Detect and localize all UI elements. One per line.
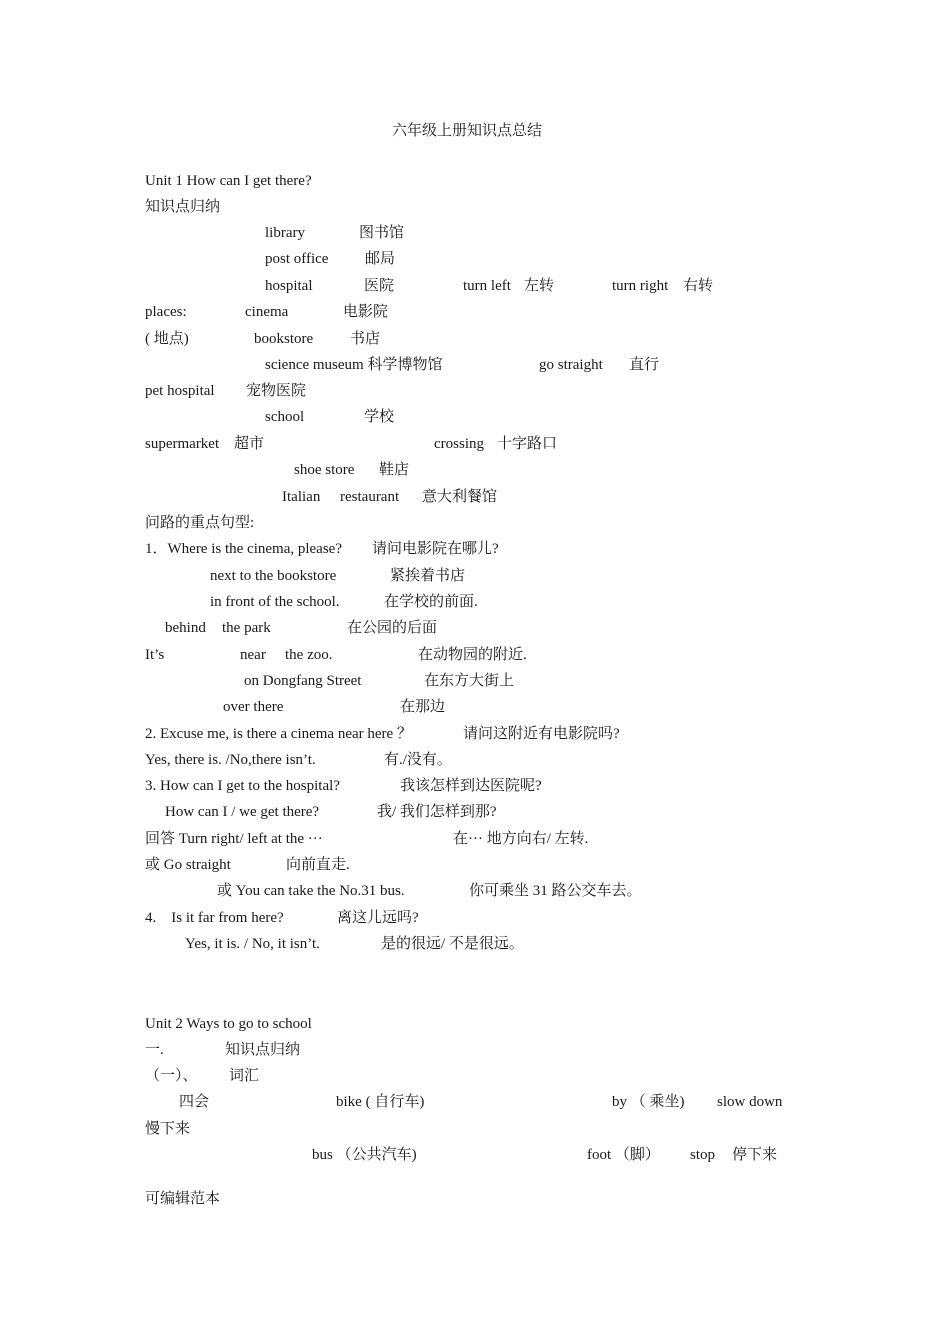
phrase-its: It’s [145, 647, 165, 663]
word-turn-left-cn: 左转 [524, 278, 555, 294]
answer-straight: 或 Go straight [145, 857, 231, 873]
question-3-cn: 我该怎样到达医院呢? [400, 778, 542, 794]
question-3: 3. How can I get to the hospital? [145, 778, 340, 794]
page-title: 六年级上册知识点总结 [392, 123, 543, 139]
word-bike: bike ( 自行车) [336, 1094, 425, 1110]
word-hospital-cn: 医院 [364, 278, 395, 294]
question-2: 2. Excuse me, is there a cinema near here ？ [145, 726, 412, 742]
word-supermarket-cn: 超市 [234, 436, 265, 452]
word-bookstore: bookstore [254, 331, 314, 347]
word-go-straight-cn: 直行 [629, 357, 660, 373]
phrase-in-front-cn: 在学校的前面. [384, 594, 478, 610]
word-italian: Italian [282, 489, 321, 505]
word-slow-down: slow down [717, 1094, 783, 1110]
phrase-the-zoo: the zoo. [285, 647, 333, 663]
phrase-on-street-cn: 在东方大街上 [424, 673, 515, 689]
word-shoe-store-cn: 鞋店 [379, 462, 410, 478]
word-pet-hospital-cn: 宠物医院 [246, 383, 307, 399]
phrase-over-there-cn: 在那边 [400, 699, 446, 715]
word-turn-right: turn right [612, 278, 669, 294]
phrase-near: near [240, 647, 266, 663]
question-3b: How can I / we get there? [165, 804, 320, 820]
word-supermarket: supermarket [145, 436, 220, 452]
answer-turn: 回答 Turn right/ left at the ··· [145, 831, 323, 847]
unit1-heading: Unit 1 How can I get there? [145, 173, 312, 189]
phrase-next-to: next to the bookstore [210, 568, 337, 584]
word-library-cn: 图书馆 [359, 225, 405, 241]
word-science-museum: science museum 科学博物馆 [265, 357, 443, 373]
answer-2: Yes, there is. /No,there isn’t. [145, 752, 316, 768]
word-foot: foot （脚） [587, 1147, 660, 1163]
question-4: 4. Is it far from here? [145, 910, 284, 926]
word-italian-cn: 意大利餐馆 [422, 489, 498, 505]
word-go-straight: go straight [539, 357, 603, 373]
phrase-over-there: over there [223, 699, 284, 715]
question-3b-cn: 我/ 我们怎样到那? [377, 804, 497, 820]
unit2-part1-number: 一. [145, 1042, 164, 1058]
vocab-number: （一）、 [145, 1068, 198, 1084]
word-crossing-cn: 十字路口 [497, 436, 558, 452]
places-label: places: [145, 304, 187, 320]
question-1-cn: 请问电影院在哪儿? [372, 541, 499, 557]
footer-note: 可编辑范本 [145, 1191, 221, 1207]
answer-straight-cn: 向前直走. [286, 857, 350, 873]
word-hospital: hospital [265, 278, 313, 294]
phrase-in-front: in front of the school. [210, 594, 340, 610]
sentences-heading: 问路的重点句型: [145, 515, 255, 531]
phrase-near-cn: 在动物园的附近. [418, 647, 527, 663]
answer-4-cn: 是的很远/ 不是很远。 [381, 936, 524, 952]
answer-bus-cn: 你可乘坐 31 路公交车去。 [469, 883, 642, 899]
question-1: 1．Where is the cinema, please? [145, 541, 342, 557]
answer-bus: 或 You can take the No.31 bus. [217, 883, 405, 899]
vocab-label: 词汇 [229, 1068, 260, 1084]
word-cinema-cn: 电影院 [343, 304, 389, 320]
word-turn-right-cn: 右转 [683, 278, 714, 294]
word-slow-down-cn: 慢下来 [145, 1121, 191, 1137]
word-stop-cn: 停下来 [732, 1147, 778, 1163]
four-skills-label: 四会 [179, 1094, 210, 1110]
word-restaurant: restaurant [340, 489, 400, 505]
unit1-summary-heading: 知识点归纳 [145, 199, 221, 215]
places-cn-label: ( 地点) [145, 331, 189, 347]
word-school-cn: 学校 [364, 409, 395, 425]
word-stop: stop [690, 1147, 716, 1163]
phrase-behind-cn: 在公园的后面 [347, 620, 438, 636]
question-4-cn: 离这儿远吗? [337, 910, 419, 926]
word-pet-hospital: pet hospital [145, 383, 215, 399]
word-bus: bus （公共汽车) [312, 1147, 417, 1163]
unit2-part1-title: 知识点归纳 [225, 1042, 301, 1058]
word-cinema: cinema [245, 304, 289, 320]
answer-2-cn: 有./没有。 [384, 752, 452, 768]
word-school: school [265, 409, 305, 425]
phrase-on-street: on Dongfang Street [244, 673, 362, 689]
word-turn-left: turn left [463, 278, 511, 294]
word-library: library [265, 225, 305, 241]
phrase-behind: behind [165, 620, 206, 636]
word-by: by （ 乘坐) [612, 1094, 685, 1110]
question-2-cn: 请问这附近有电影院吗? [463, 726, 620, 742]
phrase-the-park: the park [222, 620, 271, 636]
unit2-heading: Unit 2 Ways to go to school [145, 1016, 312, 1032]
word-post-office: post office [265, 251, 329, 267]
answer-turn-cn: 在··· 地方向右/ 左转. [453, 831, 589, 847]
phrase-next-to-cn: 紧挨着书店 [390, 568, 466, 584]
word-bookstore-cn: 书店 [350, 331, 381, 347]
word-shoe-store: shoe store [294, 462, 355, 478]
answer-4: Yes, it is. / No, it isn’t. [185, 936, 320, 952]
word-crossing: crossing [434, 436, 484, 452]
word-post-office-cn: 邮局 [365, 251, 396, 267]
